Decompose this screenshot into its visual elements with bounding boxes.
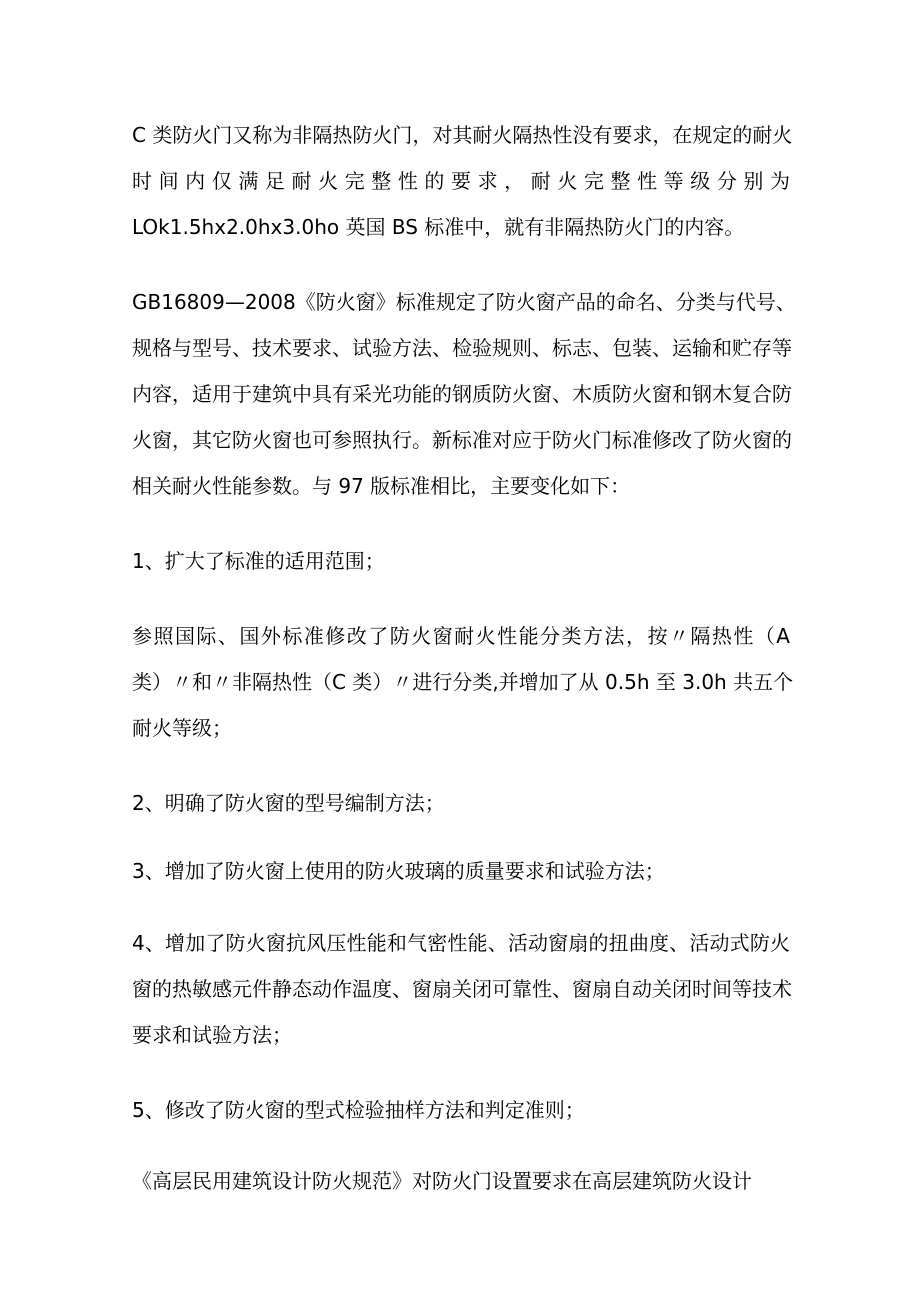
paragraph-4-line-3: 耐火等级； — [132, 716, 232, 740]
paragraph-1-line-1: C 类防火门又称为非隔热防火门，对其耐火隔热性没有要求，在规定的耐火 — [132, 123, 793, 147]
list-item-1: 1、扩大了标准的适用范围； — [132, 549, 385, 573]
paragraph-2-line-5: 相关耐火性能参数。与 97 版标准相比，主要变化如下： — [132, 474, 631, 498]
paragraph-1-line-2: 时间内仅满足耐火完整性的要求，耐火完整性等级分别为 — [132, 169, 790, 193]
list-item-2: 2、明确了防火窗的型号编制方法； — [132, 791, 445, 815]
list-item-4-line-1: 4、增加了防火窗抗风压性能和气密性能、活动窗扇的扭曲度、活动式防火 — [132, 931, 790, 955]
paragraph-2-line-1: GB16809—2008《防火窗》标准规定了防火窗产品的命名、分类与代号、 — [132, 290, 796, 314]
paragraph-2-line-3: 内容，适用于建筑中具有采光功能的钢质防火窗、木质防火窗和钢木复合防 — [132, 382, 792, 406]
paragraph-2-line-4: 火窗，其它防火窗也可参照执行。新标准对应于防火门标准修改了防火窗的 — [132, 428, 792, 452]
paragraph-1-line-3: LOk1.5hx2.0hx3.0ho 英国 BS 标准中，就有非隔热防火门的内容。 — [132, 215, 745, 239]
list-item-4-line-3: 要求和试验方法； — [132, 1023, 292, 1047]
paragraph-2-line-2: 规格与型号、技术要求、试验方法、检验规则、标志、包装、运输和贮存等 — [132, 336, 792, 360]
list-item-4-line-2: 窗的热敏感元件静态动作温度、窗扇关闭可靠性、窗扇自动关闭时间等技术 — [132, 977, 792, 1001]
paragraph-4-line-1: 参照国际、国外标准修改了防火窗耐火性能分类方法，按〃隔热性（A — [132, 624, 790, 648]
list-item-3: 3、增加了防火窗上使用的防火玻璃的质量要求和试验方法； — [132, 859, 665, 883]
list-item-5: 5、修改了防火窗的型式检验抽样方法和判定准则； — [132, 1098, 585, 1122]
paragraph-9-line-1: 《高层民用建筑设计防火规范》对防火门设置要求在高层建筑防火设计 — [132, 1169, 752, 1193]
paragraph-4-line-2: 类）〃和〃非隔热性（C 类）〃进行分类,并增加了从 0.5h 至 3.0h 共五个 — [132, 670, 794, 694]
